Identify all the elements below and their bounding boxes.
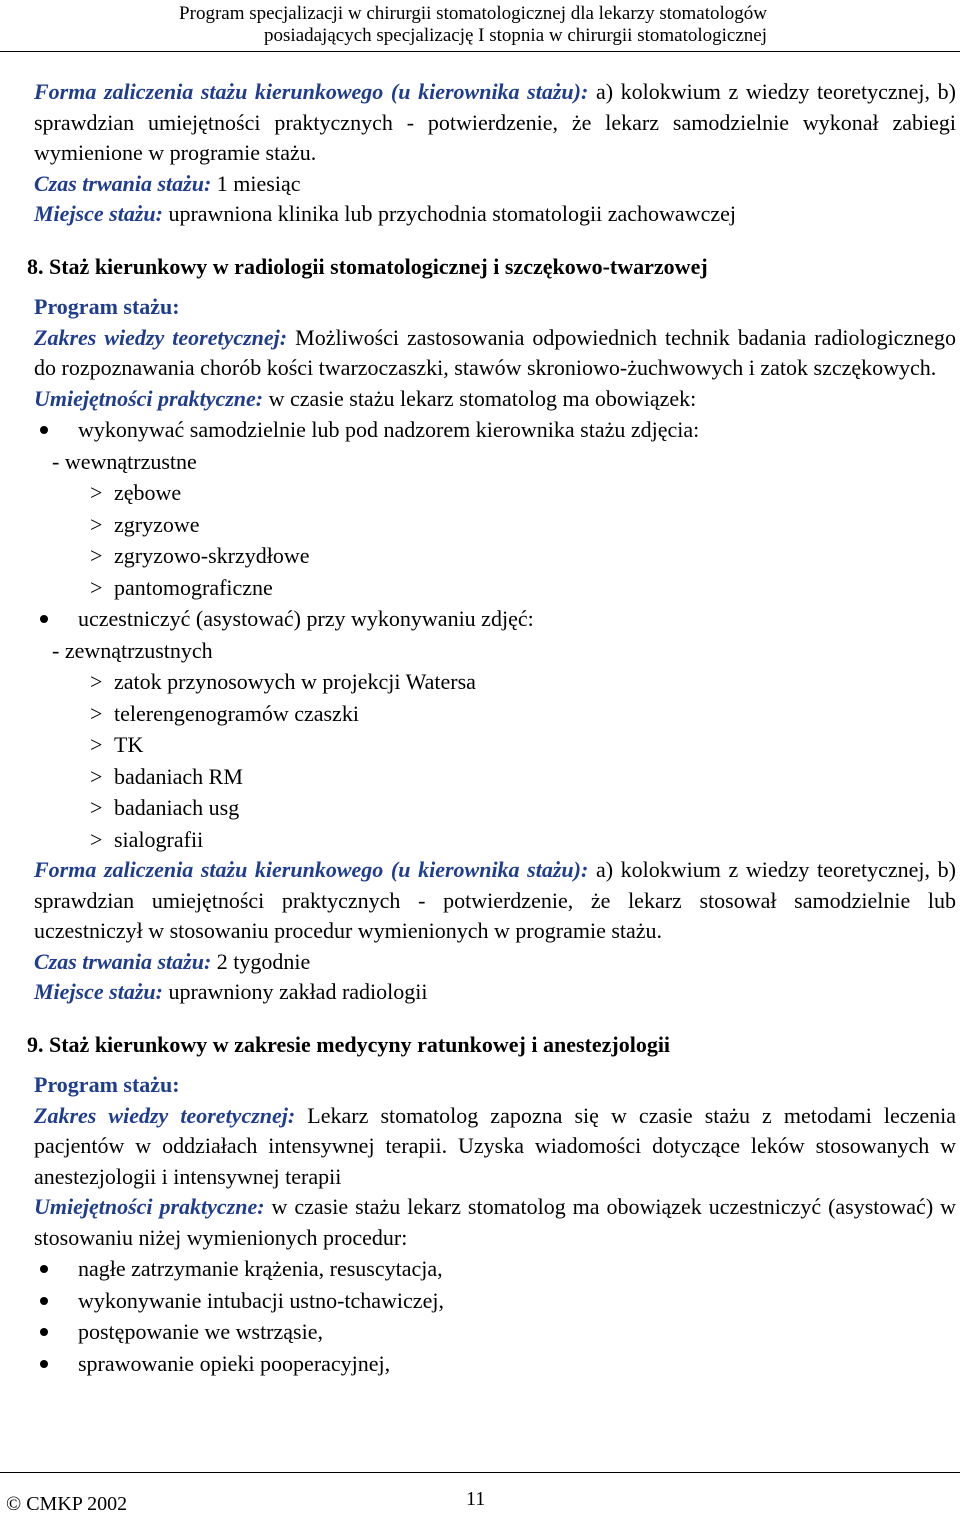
- bullet-icon: [40, 1265, 48, 1273]
- bullet-icon: [40, 426, 48, 434]
- sub-item: > telerengenogramów czaszki: [34, 698, 956, 730]
- forma-text: a) kolokwium z wiedzy teoretycznej, b) sprawdzian umiejętności praktycznych - potwierdzenie, że lekarz stosował samodzielnie lub uczestniczył w stosowaniu procedur wymienionych w programie stażu.: [34, 857, 957, 943]
- zakres-label: Zakres wiedzy teoretycznej:: [34, 1102, 296, 1128]
- page-number: 11: [466, 1488, 486, 1510]
- miejsce-label: Miejsce stażu:: [34, 201, 163, 226]
- list-item: postępowanie we wstrząsie,: [34, 1316, 956, 1348]
- czas-text: 1 miesiąc: [211, 170, 301, 196]
- list-item: sprawowanie opieki pooperacyjnej,: [34, 1348, 956, 1380]
- zakres-text: Lekarz stomatolog zapozna się w czasie stażu z metodami leczenia pacjentów w oddziałach intensywnej terapii. Uzyska wiadomości dotyczące leków stosowanych w anestezjologii i intensywnej terapii: [34, 1102, 956, 1189]
- forma-text: a) kolokwium z wiedzy teoretycznej, b) sprawdzian umiejętności praktycznych - potwierdzenie, że lekarz samodzielnie wykonał zabiegi wymienione w programie stażu.: [34, 79, 957, 165]
- section-8-heading: 8. Staż kierunkowy w radiologii stomatologicznej i szczękowo-twarzowej: [27, 253, 708, 279]
- section-8-list-2: [34, 603, 956, 635]
- section-9-zakres: [34, 1101, 956, 1193]
- bullet-icon: [40, 1360, 48, 1368]
- miejsce-label: Miejsce stażu:: [34, 979, 163, 1004]
- intro-czas-trwania: [34, 169, 956, 200]
- forma-label: Forma zaliczenia stażu kierunkowego (u kierownika stażu):: [34, 857, 589, 882]
- arrow-icon: >: [90, 669, 103, 694]
- header-line-2: posiadających specjalizację I stopnia w chirurgii stomatologicznej: [264, 25, 767, 46]
- sub-item: > TK: [34, 729, 956, 761]
- copyright-text: © CMKP 2002: [6, 1493, 128, 1515]
- header-line-1: Program specjalizacji w chirurgii stomatologicznej dla lekarzy stomatologów: [179, 3, 767, 24]
- miejsce-text: uprawniona klinika lub przychodnia stomatologii zachowawczej: [162, 201, 736, 226]
- arrow-icon: >: [90, 732, 103, 757]
- sub-item: > badaniach RM: [34, 761, 956, 793]
- dash-item: - wewnątrzustne: [52, 448, 197, 474]
- sub-item: > sialografii: [34, 824, 956, 856]
- section-8-program-label: Program stażu:: [34, 294, 180, 319]
- sub-list-wewnatrzustne: [34, 477, 956, 603]
- arrow-icon: >: [90, 511, 103, 537]
- sub-item: > zgryzowo-skrzydłowe: [34, 540, 956, 572]
- page-header: [0, 0, 960, 52]
- sub-item: > pantomograficzne: [34, 572, 956, 604]
- section-8-list-1: [34, 414, 956, 446]
- czas-text: 2 tygodnie: [211, 948, 311, 974]
- forma-label: Forma zaliczenia stażu kierunkowego (u kierownika stażu):: [34, 79, 589, 104]
- umiej-label: Umiejętności praktyczne:: [34, 385, 264, 411]
- intro-miejsce: [34, 199, 956, 230]
- page-content: [27, 77, 957, 1379]
- zakres-label: Zakres wiedzy teoretycznej:: [34, 324, 288, 350]
- section-9-umiejetnosci: [34, 1192, 956, 1253]
- section-9-program-label: Program stażu:: [34, 1072, 180, 1097]
- arrow-icon: >: [90, 574, 103, 600]
- bullet-icon: [40, 1328, 48, 1336]
- miejsce-text: uprawniony zakład radiologii: [162, 979, 428, 1004]
- czas-label: Czas trwania stażu:: [34, 948, 212, 974]
- sub-item: > badaniach usg: [34, 792, 956, 824]
- arrow-icon: >: [90, 700, 103, 726]
- umiej-label: Umiejętności praktyczne:: [34, 1194, 265, 1219]
- intro-forma-zaliczenia: [34, 77, 956, 169]
- page-footer: [0, 1472, 960, 1515]
- dash-item: - zewnątrzustnych: [52, 637, 213, 663]
- section-8-czas-trwania: [34, 947, 956, 978]
- czas-label: Czas trwania stażu:: [34, 170, 212, 196]
- list-item: uczestniczyć (asystować) przy wykonywaniu zdjęć:: [34, 603, 956, 635]
- section-8-umiejetnosci: [34, 384, 956, 415]
- arrow-icon: >: [90, 795, 103, 820]
- zakres-text: Możliwości zastosowania odpowiednich technik badania radiologicznego do rozpoznawania chorób kości twarzoczaszki, stawów skroniowo-żuchwowych i zatok szczękowych.: [34, 324, 956, 380]
- arrow-icon: >: [90, 763, 103, 789]
- bullet-icon: [40, 1297, 48, 1305]
- section-8-zakres: [34, 323, 956, 384]
- list-item: wykonywanie intubacji ustno-tchawiczej,: [34, 1285, 956, 1317]
- arrow-icon: >: [90, 480, 103, 505]
- section-9-procedures-list: [34, 1253, 956, 1379]
- sub-item: > zgryzowe: [34, 509, 956, 541]
- umiej-text: w czasie stażu lekarz stomatolog ma obowiązek:: [263, 385, 697, 411]
- list-item: nagłe zatrzymanie krążenia, resuscytacja,: [34, 1253, 956, 1285]
- section-8-forma-zaliczenia: [34, 855, 956, 947]
- list-item: wykonywać samodzielnie lub pod nadzorem kierownika stażu zdjęcia:: [34, 414, 956, 446]
- sub-list-zewnatrzustne: [34, 666, 956, 855]
- sub-item: > zębowe: [34, 477, 956, 509]
- bullet-icon: [40, 615, 48, 623]
- sub-item: > zatok przynosowych w projekcji Watersa: [34, 666, 956, 698]
- section-9-heading: 9. Staż kierunkowy w zakresie medycyny ratunkowej i anestezjologii: [27, 1031, 671, 1057]
- umiej-text: w czasie stażu lekarz stomatolog ma obowiązek uczestniczyć (asystować) w stosowaniu niżej wymienionych procedur:: [34, 1194, 956, 1250]
- arrow-icon: >: [90, 826, 103, 852]
- section-8-miejsce: [34, 977, 956, 1008]
- arrow-icon: >: [90, 543, 103, 568]
